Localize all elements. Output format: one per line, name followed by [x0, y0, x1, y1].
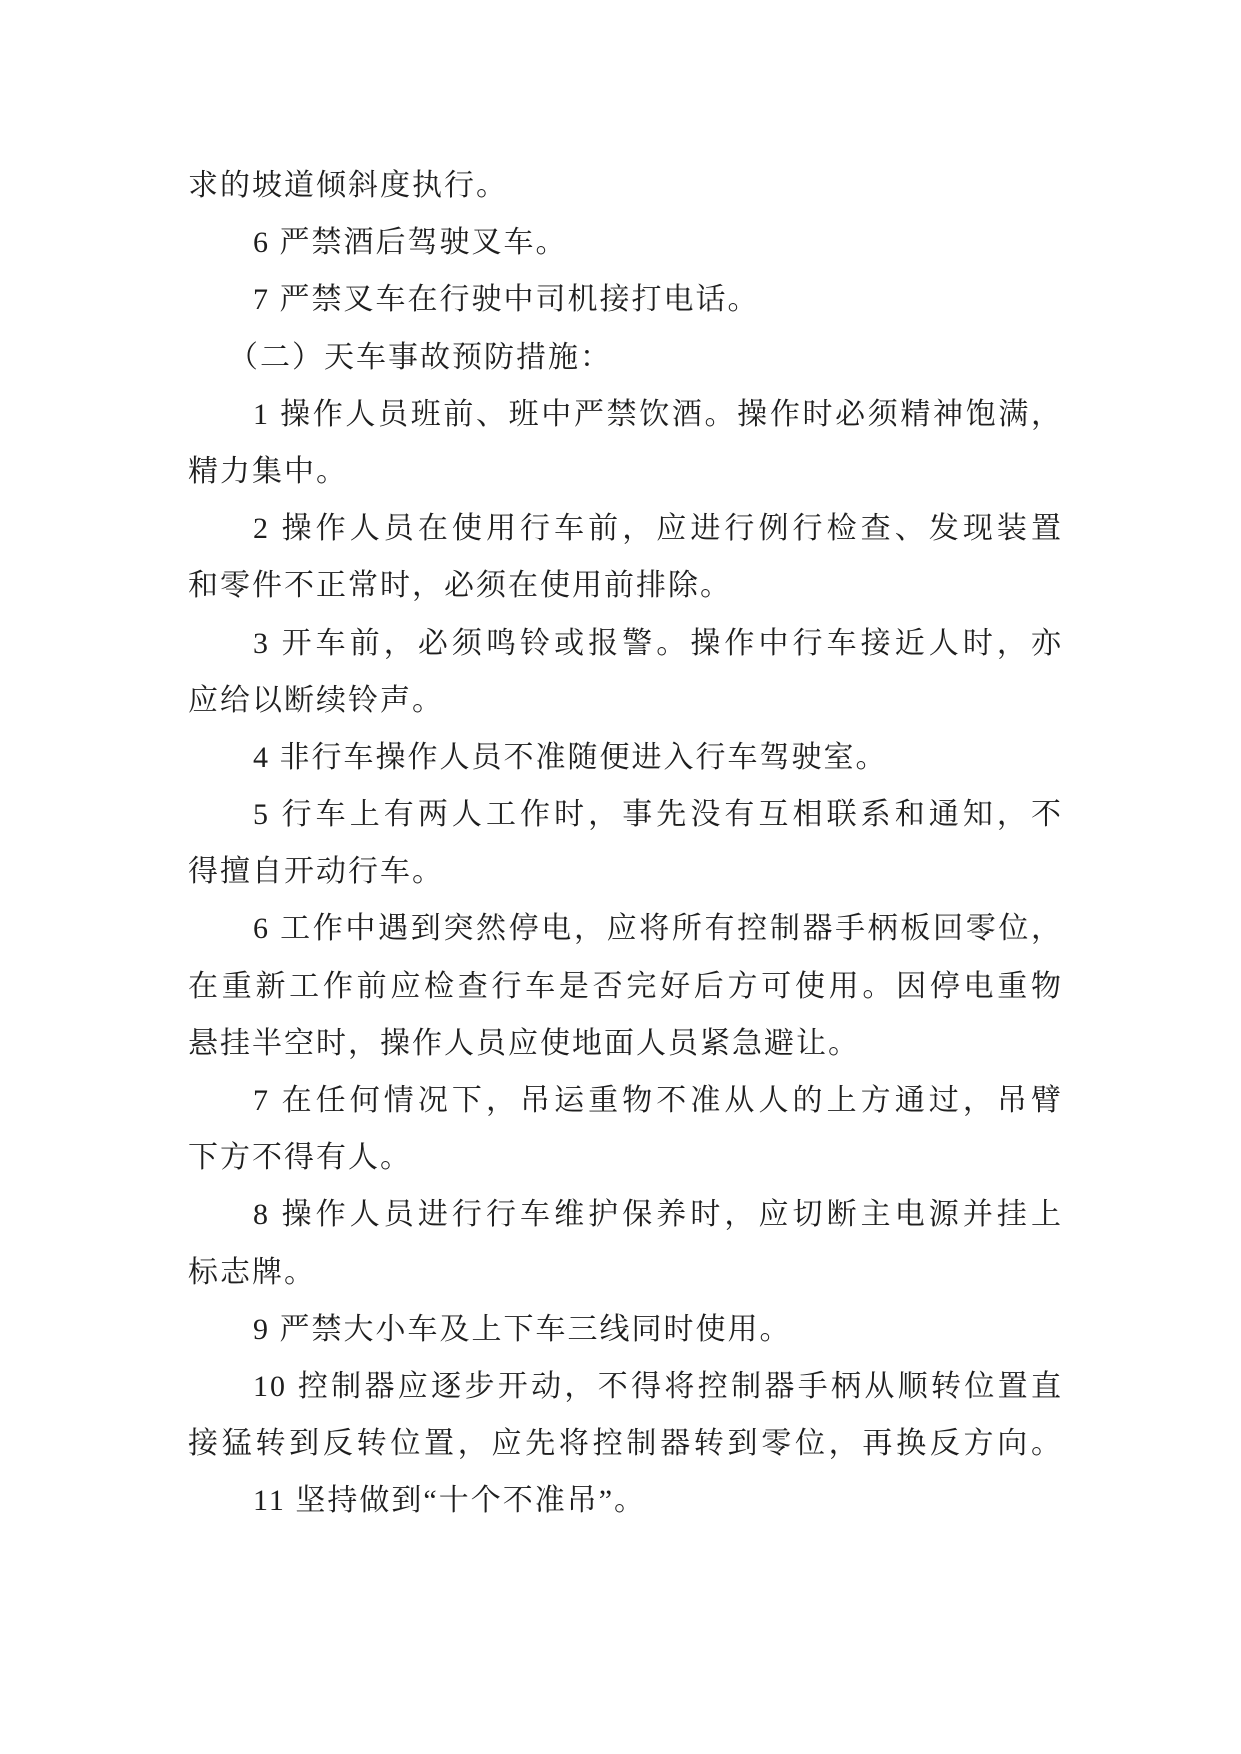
paragraph-line: 7 严禁叉车在行驶中司机接打电话。: [253, 283, 760, 317]
paragraph-line: 9 严禁大小车及上下车三线同时使用。: [253, 1312, 792, 1346]
paragraph-line: 7 在任何情况下，吊运重物不准从人的上方通过，吊臂: [253, 1084, 1063, 1117]
paragraph-line: 求的坡道倾斜度执行。: [188, 169, 508, 202]
paragraph-line: 悬挂半空时，操作人员应使地面人员紧急避让。: [188, 1026, 860, 1060]
paragraph-line: 3 开车前，必须鸣铃或报警。操作中行车接近人时，亦: [253, 626, 1063, 660]
paragraph-line: 接猛转到反转位置，应先将控制器转到零位，再换反方向。: [188, 1427, 1063, 1461]
paragraph-line: 和零件不正常时，必须在使用前排除。: [188, 569, 732, 603]
paragraph-item-9: [188, 1301, 1063, 1358]
paragraph-item-5: [188, 786, 1063, 900]
paragraph-line: 1 操作人员班前、班中严禁饮酒。操作时必须精神饱满，: [253, 397, 1063, 431]
section-heading: [188, 329, 1063, 386]
paragraph-item-4: [188, 729, 1063, 786]
paragraph-line: 10 控制器应逐步开动，不得将控制器手柄从顺转位置直: [253, 1369, 1063, 1403]
paragraph-line: 应给以断续铃声。: [188, 683, 444, 717]
paragraph-item-10: [188, 1358, 1063, 1472]
document-body: [188, 157, 1063, 1530]
paragraph-item-7b: [188, 1072, 1063, 1186]
paragraph-item-3: [188, 615, 1063, 729]
paragraph-item-7: [188, 271, 1063, 328]
paragraph-line: 5 行车上有两人工作时，事先没有互相联系和通知，不: [253, 798, 1063, 832]
section-heading-line: （二）天车事故预防措施：: [228, 340, 612, 374]
paragraph-line: 下方不得有人。: [188, 1141, 412, 1175]
paragraph-item-2: [188, 500, 1063, 614]
paragraph-item-6b: [188, 900, 1063, 1072]
paragraph-line: 6 严禁酒后驾驶叉车。: [253, 226, 568, 260]
paragraph-item-1: [188, 386, 1063, 500]
paragraph-line: 在重新工作前应检查行车是否完好后方可使用。因停电重物: [188, 969, 1063, 1003]
paragraph-line: 2 操作人员在使用行车前，应进行例行检查、发现装置: [253, 512, 1063, 546]
paragraph-line: 11 坚持做到“十个不准吊”。: [253, 1484, 647, 1518]
paragraph-line: 标志牌。: [188, 1255, 316, 1289]
paragraph-line: 4 非行车操作人员不准随便进入行车驾驶室。: [253, 740, 888, 774]
paragraph-line: 得擅自开动行车。: [188, 855, 444, 889]
paragraph-item-8: [188, 1186, 1063, 1300]
paragraph-line: 精力集中。: [188, 454, 348, 488]
paragraph-line: 6 工作中遇到突然停电，应将所有控制器手柄板回零位，: [253, 912, 1063, 946]
paragraph-line: 8 操作人员进行行车维护保养时，应切断主电源并挂上: [253, 1198, 1063, 1232]
paragraph-continuation: [188, 157, 1063, 214]
paragraph-item-6: [188, 214, 1063, 271]
paragraph-item-11: [188, 1472, 1063, 1529]
